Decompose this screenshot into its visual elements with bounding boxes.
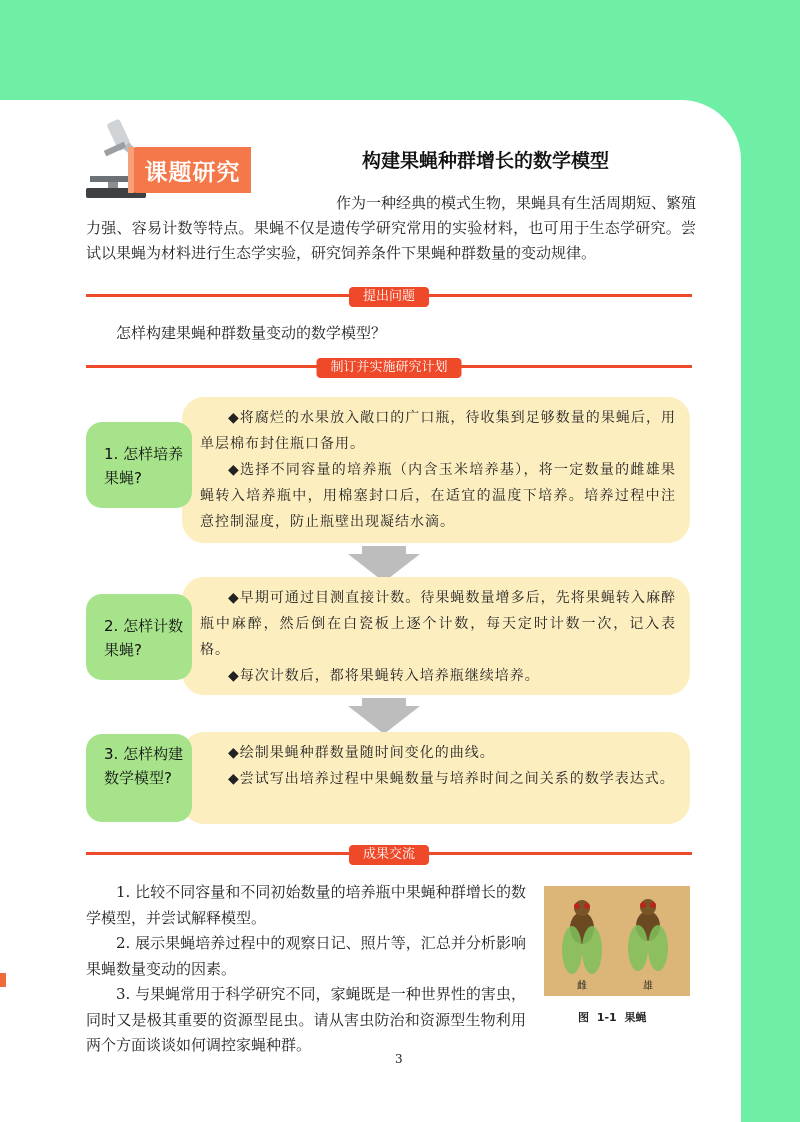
section-badge: 课题研究	[134, 147, 251, 193]
step-1-tag: 1. 怎样培养果蝇?	[86, 422, 192, 508]
step-1-paragraph-1: ◆将腐烂的水果放入敞口的广口瓶，待收集到足够数量的果蝇后，用单层棉布封住瓶口备用。	[200, 410, 676, 452]
step-1-box	[182, 397, 690, 543]
intro-paragraph: 作为一种经典的模式生物，果蝇具有生活周期短、繁殖力强、容易计数等特点。果蝇不仅是遗传学研究常用的实验材料，也可用于生态学研究。尝试以果蝇为材料进行生态学实验，研究饲养条件下果蝇种群数量的变动规律。	[86, 194, 697, 262]
results-item-2: 2. 展示果蝇培养过程中的观察日记、照片等，汇总并分析影响果蝇数量变动的因素。	[86, 934, 526, 978]
intro-text	[86, 191, 696, 266]
step-3-paragraph-1: ◆绘制果蝇种群数量随时间变化的曲线。	[228, 745, 495, 761]
step-3-box	[182, 732, 690, 824]
photo-caption: 图 1-1 果蝇	[578, 1011, 647, 1024]
step-3-paragraph-2: ◆尝试写出培养过程中果蝇数量与培养时间之间关系的数学表达式。	[228, 771, 675, 787]
step-3-tag: 3. 怎样构建数学模型?	[86, 734, 192, 822]
step-2-tag: 2. 怎样计数果蝇?	[86, 594, 192, 680]
down-arrow-icon	[348, 698, 420, 734]
section-label-results: 成果交流	[349, 845, 429, 865]
photo-label-female: 雌	[577, 981, 587, 992]
section-bar-plan	[86, 358, 692, 376]
fruit-fly-photo	[544, 886, 690, 996]
step-2-box	[182, 577, 690, 695]
step-2-paragraph-1: ◆早期可通过目测直接计数。待果蝇数量增多后，先将果蝇转入麻醉瓶中麻醉，然后倒在白瓷板上逐个计数，每天定时计数一次，记入表格。	[200, 590, 676, 658]
section-label-ask: 提出问题	[349, 287, 429, 307]
photo-label-male: 雄	[643, 981, 653, 992]
step-1-paragraph-2: ◆选择不同容量的培养瓶（内含玉米培养基），将一定数量的雌雄果蝇转入培养瓶中，用棉塞封口后，在适宜的温度下培养。培养过程中注意控制湿度，防止瓶壁出现凝结水滴。	[200, 462, 676, 530]
research-question: 怎样构建果蝇种群数量变动的数学模型？	[116, 324, 387, 342]
step-2-paragraph-2: ◆每次计数后，都将果蝇转入培养瓶继续培养。	[228, 668, 540, 684]
results-list	[86, 880, 526, 1059]
results-item-3: 3. 与果蝇常用于科学研究不同，家蝇既是一种世界性的害虫，同时又是极其重要的资源型昆虫。请从害虫防治和资源型生物利用两个方面谈谈如何调控家蝇种群。	[86, 985, 526, 1054]
section-bar-ask	[86, 287, 692, 305]
section-label-plan: 制订并实施研究计划	[316, 358, 461, 378]
results-item-1: 1. 比较不同容量和不同初始数量的培养瓶中果蝇种群增长的数学模型，并尝试解释模型。	[86, 883, 526, 927]
page-number: 3	[395, 1052, 403, 1066]
section-bar-results	[86, 845, 692, 863]
page-title: 构建果蝇种群增长的数学模型	[362, 150, 610, 172]
side-marker	[0, 973, 6, 987]
